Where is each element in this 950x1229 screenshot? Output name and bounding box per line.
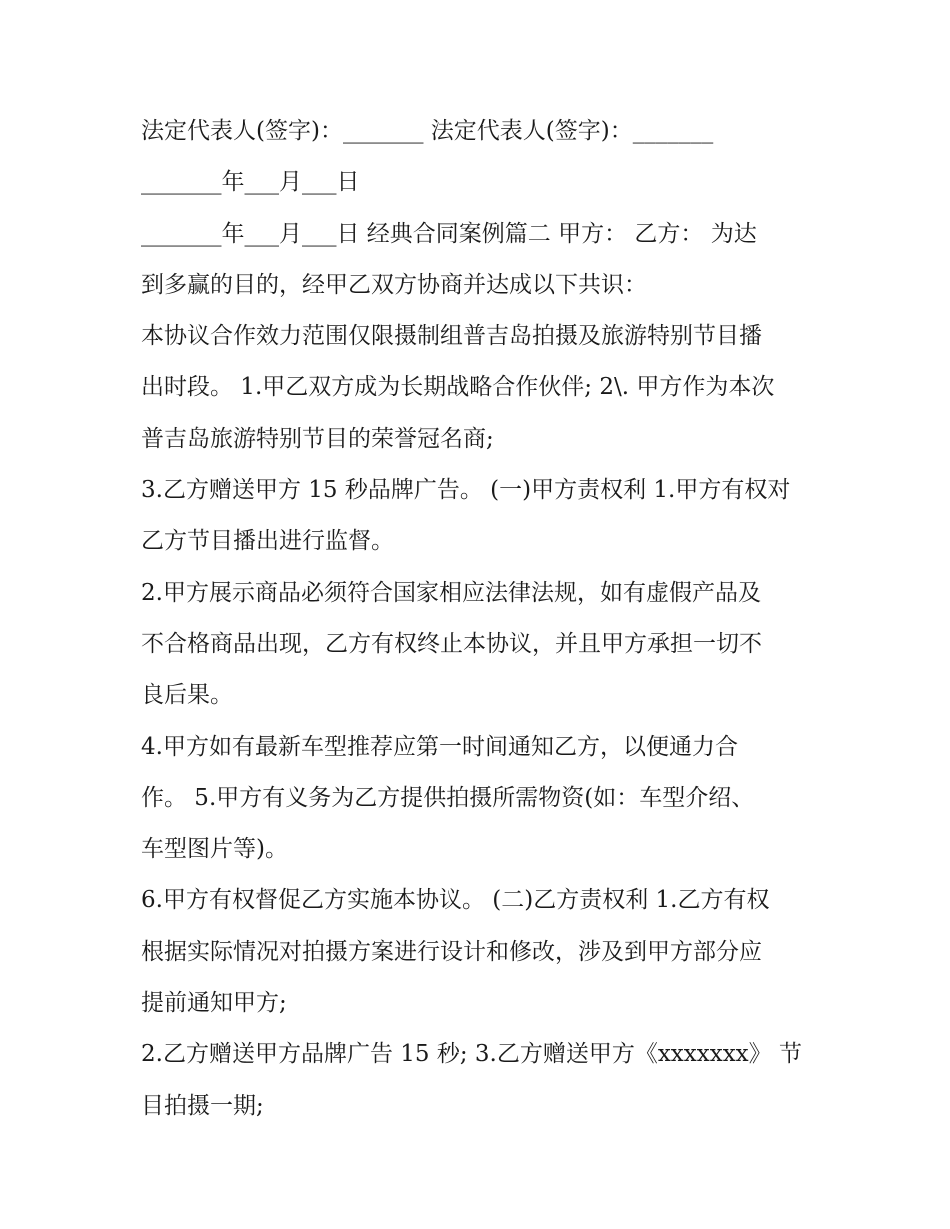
text-line: 作。 5.甲方有义务为乙方提供拍摄所需物资(如：车型介绍、 (141, 784, 755, 811)
text-line: 车型图片等)。 (141, 836, 288, 863)
text-line: 提前通知甲方; (141, 990, 287, 1017)
text-line: 不合格商品出现，乙方有权终止本协议，并且甲方承担一切不 (141, 630, 762, 657)
text-line: _______年___月___日 经典合同案例篇二 甲方： 乙方： 为达 (141, 220, 757, 247)
text-line: 本协议合作效力范围仅限摄制组普吉岛拍摄及旅游特别节目播 (141, 323, 762, 350)
text-line: 2.乙方赠送甲方品牌广告 15 秒; 3.乙方赠送甲方《xxxxxxx》 节 (141, 1041, 802, 1068)
date-line: _______年___月___日 (141, 169, 360, 196)
text-line: 4.甲方如有最新车型推荐应第一时间通知乙方，以便通力合 (141, 733, 738, 760)
signature-line: 法定代表人(签字)：_______ 法定代表人(签字)：_______ (141, 118, 714, 144)
text-line: 出时段。 1.甲乙双方成为长期战略合作伙伴; 2\. 甲方作为本次 (141, 374, 775, 401)
text-line: 6.甲方有权督促乙方实施本协议。 (二)乙方责权利 1.乙方有权 (141, 887, 770, 914)
text-line: 3.乙方赠送甲方 15 秒品牌广告。 (一)甲方责权利 1.甲方有权对 (141, 477, 791, 504)
document-body (141, 106, 821, 1132)
text-line: 到多赢的目的，经甲乙双方协商并达成以下共识： (141, 271, 647, 298)
text-line: 根据实际情况对拍摄方案进行设计和修改，涉及到甲方部分应 (141, 938, 762, 965)
text-line: 目拍摄一期; (141, 1092, 264, 1119)
text-line: 普吉岛旅游特别节目的荣誉冠名商; (141, 425, 494, 452)
text-line: 2.甲方展示商品必须符合国家相应法律法规，如有虚假产品及 (141, 579, 761, 606)
text-line: 良后果。 (141, 682, 233, 709)
text-line: 乙方节目播出进行监督。 (141, 528, 394, 555)
